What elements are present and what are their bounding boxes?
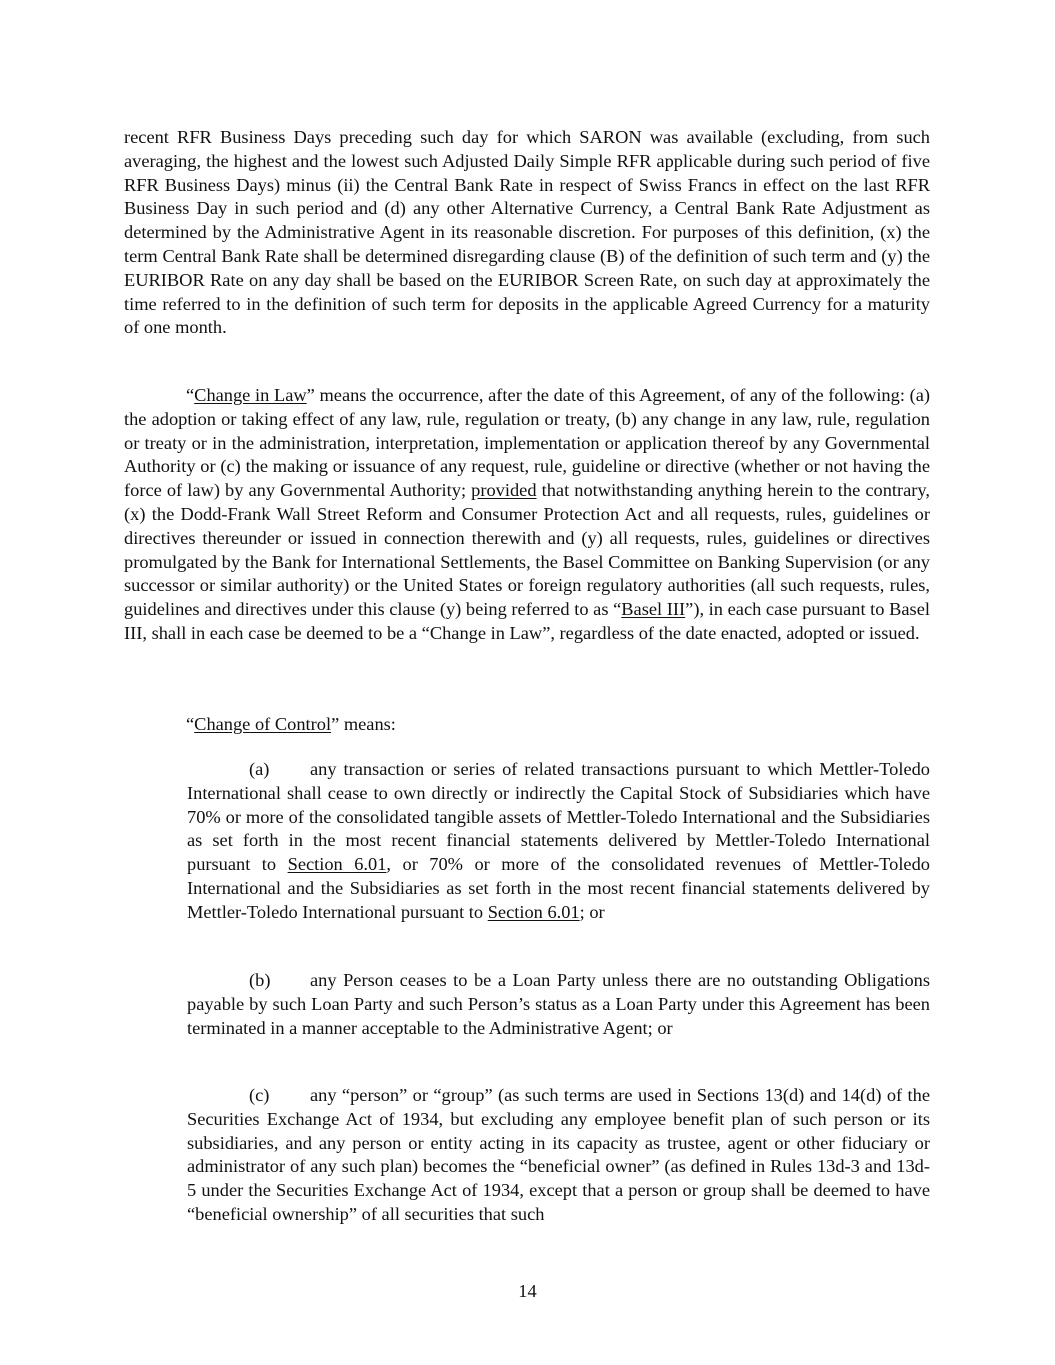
open-quote: “ [186,385,195,405]
clause-c [187,1084,930,1227]
open-quote: “ [186,714,195,734]
section-reference: Section 6.01 [487,901,580,922]
definition-text: ”), in each case pursuant to Basel III, shall in each case be deemed to be a “Change in Law”, regardless of the date enacted, adopted or issued. [124,599,930,643]
clause-a [187,758,930,925]
defined-term-basel-iii: Basel III [621,599,686,620]
page-number: 14 [518,1281,537,1301]
defined-term-change-of-control: Change of Control [194,714,332,734]
clause-number: (b) [249,970,271,990]
clause-text: any Person ceases to be a Loan Party unless there are no outstanding Obligations payable by such Loan Party and such Person’s status as a Loan Party under this Agreement has been terminated in a manner acceptable to the Administrative Agent; or [187,970,930,1038]
clause-number: (c) [249,1085,270,1105]
clause-text: , or 70% or more of the consolidated revenues of Mettler-Toledo International and the Subsidiaries as set forth in the most recent financial statements delivered by Mettler-Toledo International pursuant to [187,854,930,922]
definition-text: that notwithstanding anything herein to the contrary, (x) the Dodd-Frank Wall Street Reform and Consumer Protection Act and all requests, rules, guidelines or directives thereunder or issued in connection therewith and (y) all requests, rules, guidelines or directives promulgated by the Bank for International Settlements, the Basel Committee on Banking Supervision (or any successor or similar authority) or the United States or foreign regulatory authorities (all such requests, rules, guidelines and directives under this clause (y) being referred to as “ [124,480,931,620]
definition-text: ” means the occurrence, after the date of this Agreement, of any of the following: (a) the adoption or taking effect of any law, rule, regulation or treaty, (b) any change in any law, rule, regulation or treaty or in the administration, interpretation, implementation or application thereof by any Governmental Authority or (c) the making or issuance of any request, rule, guideline or directive (whether or not having the force of law) by any Governmental Authority; [124,385,930,501]
change-of-control-heading [124,713,930,737]
clause-text: any “person” or “group” (as such terms are used in Sections 13(d) and 14(d) of the Securities Exchange Act of 1934, but excluding any employee benefit plan of such person or its subsidiaries, and any person or entity acting in its capacity as trustee, agent or other fiduciary or administrator of any such plan) becomes the “beneficial owner” (as defined in Rules 13d-3 and 13d-5 under the Securities Exchange Act of 1934, except that a person or group shall be deemed to have “beneficial ownership” of all securities that such [187,1085,930,1224]
section-reference: Section 6.01 [287,854,387,875]
defined-term-change-in-law: Change in Law [194,385,307,405]
definition-text: ” means: [331,714,396,734]
provided-term: provided [471,480,537,501]
clause-text: any transaction or series of related transactions pursuant to which Mettler-Toledo International shall cease to own directly or indirectly the Capital Stock of Subsidiaries which have 70% or more of the consolidated tangible assets of Mettler-Toledo International and the Subsidiaries as set forth in the most recent financial statements delivered by Mettler-Toledo International pursuant to [187,759,930,875]
continuation-paragraph: recent RFR Business Days preceding such day for which SARON was available (excluding, from such averaging, the highest and the lowest such Adjusted Daily Simple RFR applicable during such period of five RFR Business Days) minus (ii) the Central Bank Rate in respect of Swiss Francs in effect on the last RFR Business Day in such period and (d) any other Alternative Currency, a Central Bank Rate Adjustment as determined by the Administrative Agent in its reasonable discretion. For purposes of this definition, (x) the term Central Bank Rate shall be determined disregarding clause (B) of the definition of such term and (y) the EURIBOR Rate on any day shall be based on the EURIBOR Screen Rate, on such day at approximately the time referred to in the definition of such term for deposits in the applicable Agreed Currency for a maturity of one month. [124,127,930,338]
clause-number: (a) [249,759,270,779]
clause-b [187,969,930,1040]
change-in-law-definition [124,384,930,646]
clause-text: ; or [579,901,605,922]
